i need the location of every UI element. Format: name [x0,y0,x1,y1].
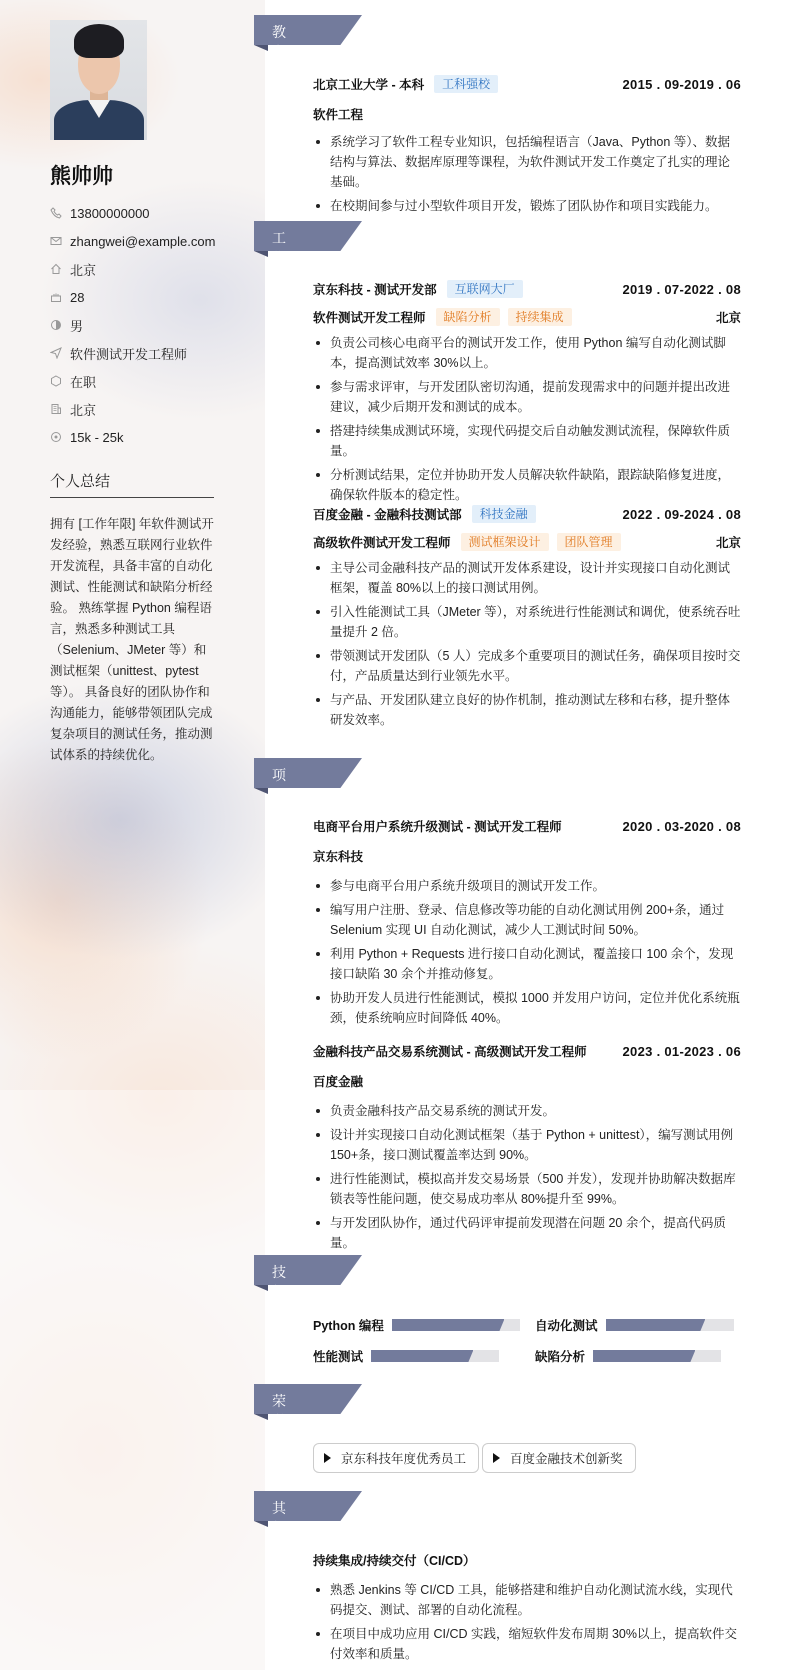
list-item: 参与电商平台用户系统升级项目的测试开发工作。 [313,876,741,896]
work-city: 北京 [715,536,741,550]
position-title: 高级软件测试开发工程师 [313,536,451,550]
list-item: 主导公司金融科技产品的测试开发体系建设，设计并实现接口自动化测试框架，覆盖 80%以上的接口测试用例。 [313,558,741,598]
info-location: 北京 [50,255,215,283]
mail-icon [50,235,62,247]
skill-bar [371,1350,499,1362]
work-entry [313,504,741,734]
work-bullets [313,333,741,505]
position-title: 软件测试开发工程师 [313,311,426,325]
education-major: 软件工程 [313,108,364,122]
work-city: 北京 [715,311,741,325]
phone-icon [50,207,62,219]
send-icon [50,347,62,359]
building-icon [50,403,62,415]
list-item: 系统学习了软件工程专业知识，包括编程语言（Java、Python 等）、数据结构与算法、数据库原理等课程，为软件测试开发工作奠定了扎实的理论基础。 [313,132,741,192]
sidebar-fade [0,1090,265,1670]
project-date: 2023 . 01-2023 . 06 [622,1043,741,1059]
list-item: 利用 Python + Requests 进行接口自动化测试，覆盖接口 100 余个，发现接口缺陷 30 余个并推动修复。 [313,944,741,984]
skill-bar [606,1319,734,1331]
list-item: 熟悉 Jenkins 等 CI/CD 工具，能够搭建和维护自动化测试流水线，实现代码提交、测试、部署的自动化流程。 [313,1580,741,1620]
list-item: 协助开发人员进行性能测试，模拟 1000 并发用户访问，定位并优化系统瓶颈，使系统响应时间降低 40%。 [313,988,741,1028]
project-bullets [313,876,741,1028]
skill-bar [593,1350,721,1362]
award-item: 京东科技年度优秀员工 [313,1443,479,1473]
skill-bar-fill [593,1350,695,1362]
skill-bar [392,1319,520,1331]
home-icon [50,263,62,275]
list-item: 与开发团队协作，通过代码评审提前发现潜在问题 20 余个，提高代码质量。 [313,1213,741,1253]
other-title: 持续集成/持续交付（CI/CD） [313,1554,476,1568]
other-bullets [313,1580,741,1664]
company-tag: 互联网大厂 [447,280,523,298]
company-name: 百度金融 - 金融科技测试部 [313,508,462,522]
skill-tag: 团队管理 [557,533,621,551]
education-bullets [313,132,741,216]
play-icon [493,1453,500,1463]
summary-text: 拥有 [工作年限] 年软件测试开发经验，熟悉互联网行业软件开发流程，具备丰富的自动化测试、性能测试和缺陷分析经验。 熟练掌握 Python 编程语言，熟悉多种测试工具（Selenium、JMeter 等）和测试框架（unittest、pytest 等）。 具备良好的团队协作和沟通能力，能够带领团队完成复杂项目的测试任务，推动测试体系的持续优化。 [50,517,214,762]
skill-tag: 测试框架设计 [461,533,549,551]
project-date: 2020 . 03-2020 . 08 [622,818,741,834]
age-icon [50,291,62,303]
list-item: 负责公司核心电商平台的测试开发工作，使用 Python 编写自动化测试脚本，提高测试效率 30%以上。 [313,333,741,373]
skill-bar-fill [392,1319,505,1331]
info-age: 28 [50,283,215,311]
other-entry [313,1550,741,1668]
list-item: 在校期间参与过小型软件项目开发，锻炼了团队协作和项目实践能力。 [313,196,741,216]
education-date: 2015 . 09-2019 . 06 [622,76,741,92]
info-city: 北京 [50,395,215,423]
work-bullets [313,558,741,730]
skill-automation: 自动化测试 [535,1316,734,1334]
list-item: 进行性能测试，模拟高并发交易场景（500 并发），发现并协助解决数据库锁表等性能问题，使交易成功率从 80%提升至 99%。 [313,1169,741,1209]
skill-tag: 缺陷分析 [436,308,500,326]
list-item: 参与需求评审，与开发团队密切沟通，提前发现需求中的问题并提出改进建议，减少后期开发和测试的成本。 [313,377,741,417]
school-tag: 工科强校 [434,75,498,93]
list-item: 在项目中成功应用 CI/CD 实践，缩短软件发布周期 30%以上，提高软件交付效率和质量。 [313,1624,741,1664]
summary-title: 个人总结 [50,473,111,490]
play-icon [324,1453,331,1463]
company-tag: 科技金融 [472,505,536,523]
info-salary: 15k - 25k [50,423,215,451]
profile-name: 熊帅帅 [50,165,113,188]
info-email: zhangwei@example.com [50,227,215,255]
info-phone: 13800000000 [50,199,215,227]
skill-bar-fill [371,1350,473,1362]
skill-performance: 性能测试 [313,1347,499,1365]
list-item: 编写用户注册、登录、信息修改等功能的自动化测试用例 200+条，通过 Selenium 实现 UI 自动化测试，减少人工测试时间 50%。 [313,900,741,940]
list-item: 设计并实现接口自动化测试框架（基于 Python + unittest），编写测试用例 150+条，接口测试覆盖率达到 90%。 [313,1125,741,1165]
contact-info [50,199,215,451]
project-entry [313,1041,741,1257]
list-item: 与产品、开发团队建立良好的协作机制，推动测试左移和右移，提升整体研发效率。 [313,690,741,730]
status-icon [50,375,62,387]
gender-icon [50,319,62,331]
project-org: 百度金融 [313,1075,364,1089]
project-bullets [313,1101,741,1253]
work-entry [313,279,741,509]
list-item: 负责金融科技产品交易系统的测试开发。 [313,1101,741,1121]
skill-tag: 持续集成 [508,308,572,326]
list-item: 搭建持续集成测试环境，实现代码提交后自动触发测试流程，保障软件质量。 [313,421,741,461]
salary-icon [50,431,62,443]
avatar [50,20,147,140]
project-title: 金融科技产品交易系统测试 - 高级测试开发工程师 [313,1045,587,1059]
skill-defect: 缺陷分析 [535,1347,721,1365]
work-date: 2019 . 07-2022 . 08 [622,281,741,297]
project-org: 京东科技 [313,850,364,864]
info-gender: 男 [50,311,215,339]
summary-divider [50,497,214,498]
skill-python: Python 编程 [313,1316,520,1334]
project-entry [313,816,741,1032]
company-name: 京东科技 - 测试开发部 [313,283,437,297]
project-title: 电商平台用户系统升级测试 - 测试开发工程师 [313,820,562,834]
education-entry [313,74,741,220]
list-item: 分析测试结果，定位并协助开发人员解决软件缺陷，跟踪缺陷修复进度，确保软件版本的稳定性。 [313,465,741,505]
list-item: 带领测试开发团队（5 人）完成多个重要项目的测试任务，确保项目按时交付，产品质量达到行业领先水平。 [313,646,741,686]
info-status: 在职 [50,367,215,395]
award-item: 百度金融技术创新奖 [482,1443,636,1473]
skill-bar-fill [606,1319,706,1331]
list-item: 引入性能测试工具（JMeter 等），对系统进行性能测试和调优，使系统吞吐量提升 2 倍。 [313,602,741,642]
school-name: 北京工业大学 - 本科 [313,78,425,92]
work-date: 2022 . 09-2024 . 08 [622,506,741,522]
info-job-target: 软件测试开发工程师 [50,339,215,367]
